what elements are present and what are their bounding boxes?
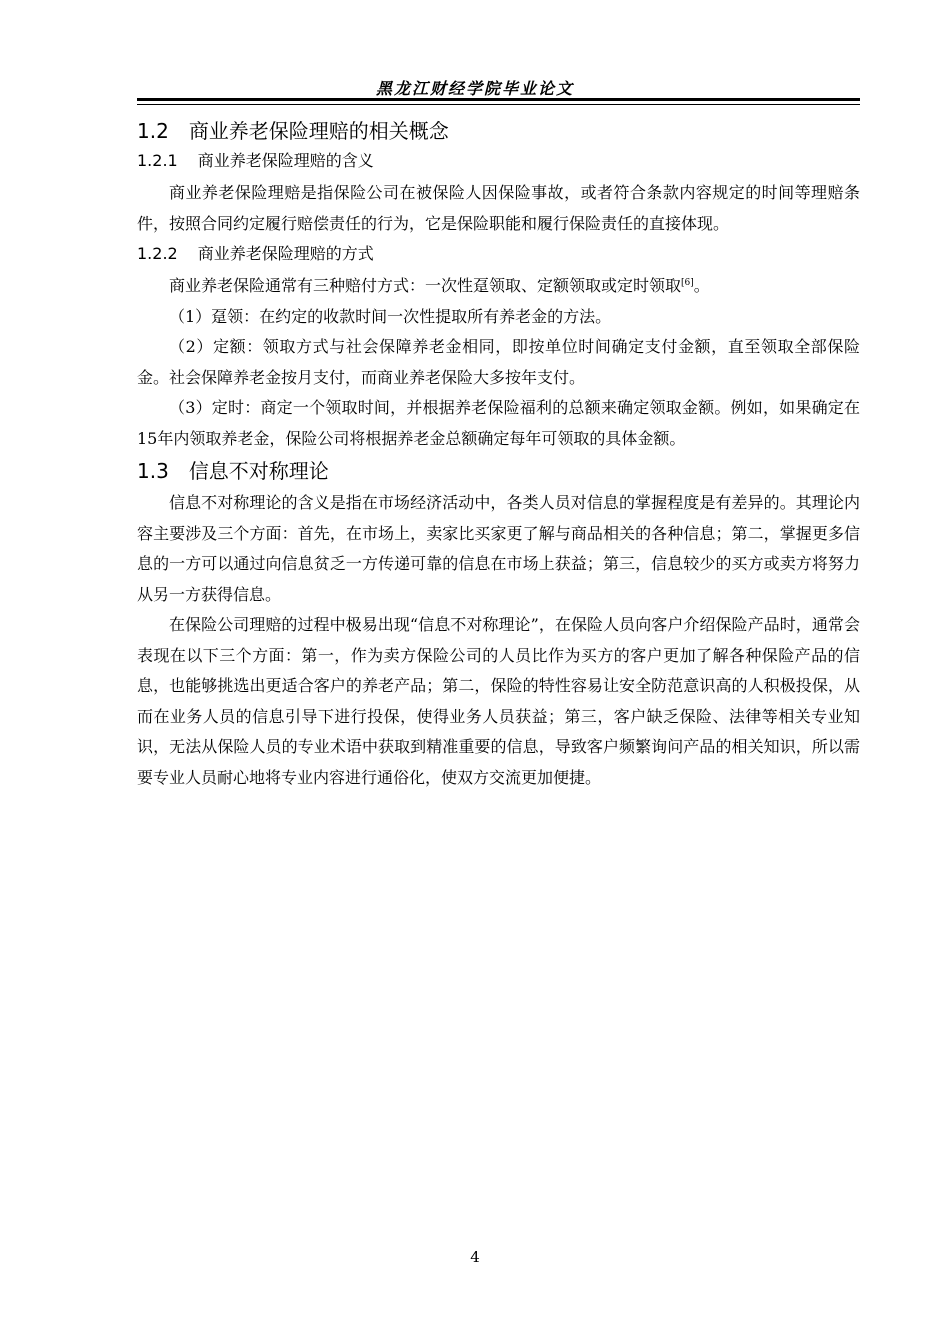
paragraph: （3）定时：商定一个领取时间，并根据养老保险福利的总额来确定领取金额。例如，如果确定在15年内领取养老金，保险公司将根据养老金总额确定每年可领取的具体金额。 bbox=[137, 398, 860, 448]
document-body bbox=[137, 116, 860, 793]
section-title: 商业养老保险理赔的相关概念 bbox=[188, 119, 449, 143]
paragraph-text: 商业养老保险通常有三种赔付方式：一次性趸领取、定额领取或定时领取 bbox=[169, 276, 682, 295]
section-heading-1-3 bbox=[137, 456, 860, 486]
section-title: 信息不对称理论 bbox=[188, 459, 329, 483]
subsection-number: 1.2.2 bbox=[137, 244, 178, 263]
running-header-title: 黑龙江财经学院毕业论文 bbox=[375, 79, 574, 98]
paragraph: （2）定额：领取方式与社会保障养老金相同，即按单位时间确定支付金额，直至领取全部保险金。社会保障养老金按月支付，而商业养老保险大多按年支付。 bbox=[137, 337, 860, 387]
paragraph: 信息不对称理论的含义是指在市场经济活动中，各类人员对信息的掌握程度是有差异的。其理论内容主要涉及三个方面：首先，在市场上，卖家比买家更了解与商品相关的各种信息；第二，掌握更多信息的一方可以通过向信息贫乏一方传递可靠的信息在市场上获益；第三，信息较少的买方或卖方将努力从另一方获得信息。 bbox=[137, 493, 860, 604]
header-rule-thin bbox=[137, 104, 860, 105]
page-number: 4 bbox=[470, 1248, 480, 1266]
header-rule-thick bbox=[137, 98, 860, 101]
paragraph-end: 。 bbox=[693, 276, 710, 295]
section-number: 1.3 bbox=[137, 459, 169, 483]
section-heading-1-2 bbox=[137, 116, 860, 146]
subsection-title: 商业养老保险理赔的含义 bbox=[197, 151, 374, 170]
citation-marker: [6] bbox=[681, 278, 694, 288]
paragraph: 在保险公司理赔的过程中极易出现“信息不对称理论”，在保险人员向客户介绍保险产品时，通常会表现在以下三个方面：第一，作为卖方保险公司的人员比作为买方的客户更加了解各种保险产品的信息，也能够挑选出更适合客户的养老产品；第二，保险的特性容易让安全防范意识高的人积极投保，从而在业务人员的信息引导下进行投保，使得业务人员获益；第三，客户缺乏保险、法律等相关专业知识，无法从保险人员的专业术语中获取到精准重要的信息，导致客户频繁询问产品的相关知识，所以需要专业人员耐心地将专业内容进行通俗化，使双方交流更加便捷。 bbox=[137, 615, 860, 787]
subsection-number: 1.2.1 bbox=[137, 151, 178, 170]
subsection-title: 商业养老保险理赔的方式 bbox=[197, 244, 374, 263]
subsection-heading-1-2-2 bbox=[137, 241, 860, 267]
paragraph: （1）趸领：在约定的收款时间一次性提取所有养老金的方法。 bbox=[169, 306, 612, 326]
paragraph bbox=[137, 271, 860, 302]
subsection-heading-1-2-1 bbox=[137, 148, 860, 174]
paragraph: 商业养老保险理赔是指保险公司在被保险人因保险事故，或者符合条款内容规定的时间等理赔条件，按照合同约定履行赔偿责任的行为，它是保险职能和履行保险责任的直接体现。 bbox=[137, 183, 860, 233]
section-number: 1.2 bbox=[137, 119, 169, 143]
